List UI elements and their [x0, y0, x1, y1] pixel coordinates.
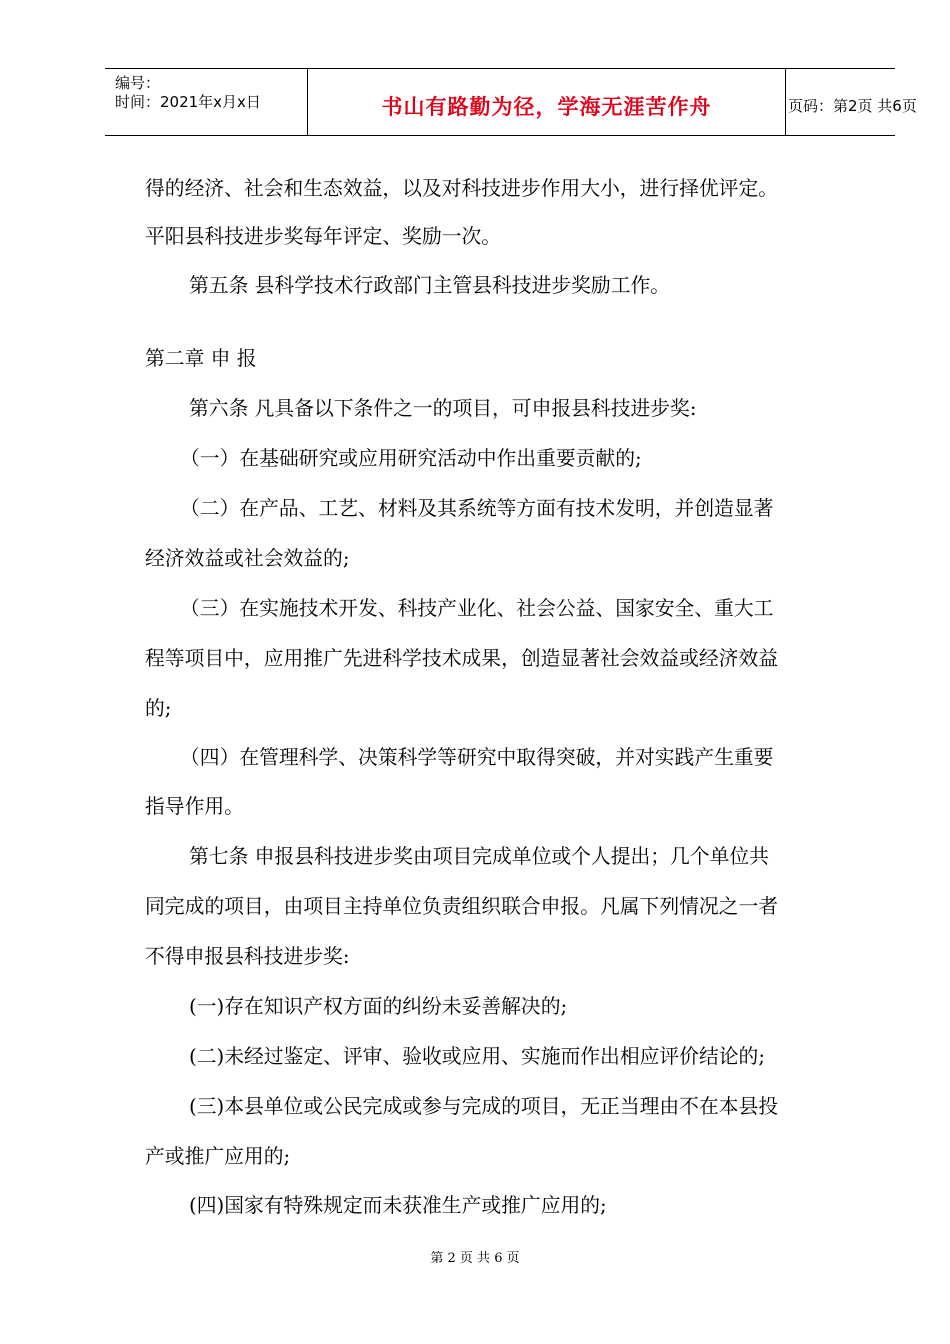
body-line: （三）在实施技术开发、科技产业化、社会公益、国家安全、重大工 — [180, 597, 774, 620]
body-line: 得的经济、社会和生态效益，以及对科技进步作用大小，进行择优评定。 — [145, 177, 779, 200]
chapter-2-heading: 第二章 申 报 — [145, 347, 257, 370]
body-line: (四)国家有特殊规定而未获准生产或推广应用的; — [189, 1194, 607, 1217]
body-line: 同完成的项目，由项目主持单位负责组织联合申报。凡属下列情况之一者 — [145, 895, 779, 918]
body-line: 产或推广应用的; — [145, 1145, 291, 1168]
body-line: （二）在产品、工艺、材料及其系统等方面有技术发明，并创造显著 — [180, 497, 774, 520]
body-line: 不得申报县科技进步奖: — [145, 945, 350, 968]
body-line: 经济效益或社会效益的; — [145, 547, 350, 570]
document-number-label: 编号： — [115, 74, 161, 92]
header-motto-cell — [308, 69, 786, 135]
body-line: (三)本县单位或公民完成或参与完成的项目，无正当理由不在本县投 — [189, 1095, 779, 1118]
body-line: （一）在基础研究或应用研究活动中作出重要贡献的; — [180, 447, 642, 470]
body-line: (二)未经过鉴定、评审、验收或应用、实施而作出相应评价结论的; — [189, 1045, 765, 1068]
article-5: 第五条 县科学技术行政部门主管县科技进步奖励工作。 — [189, 274, 671, 297]
body-line: 程等项目中，应用推广先进科学技术成果，创造显著社会效益或经济效益 — [145, 647, 779, 670]
page-header — [105, 68, 917, 136]
body-line: (一)存在知识产权方面的纠纷未妥善解决的; — [189, 995, 568, 1018]
header-page-info: 页码：第2页 共6页 — [788, 97, 917, 115]
body-line: 指导作用。 — [145, 795, 244, 818]
body-line: 的; — [145, 697, 172, 720]
header-motto: 书山有路勤为径，学海无涯苦作舟 — [381, 95, 712, 119]
article-6: 第六条 凡具备以下条件之一的项目，可申报县科技进步奖: — [189, 397, 697, 420]
body-line: （四）在管理科学、决策科学等研究中取得突破，并对实践产生重要 — [180, 746, 774, 769]
article-7: 第七条 申报县科技进步奖由项目完成单位或个人提出；几个单位共 — [189, 845, 769, 868]
document-time-label: 时间：2021年x月x日 — [115, 93, 261, 111]
body-line: 平阳县科技进步奖每年评定、奖励一次。 — [145, 225, 502, 248]
header-page-cell — [786, 69, 917, 135]
header-meta-cell — [105, 69, 308, 135]
page-footer: 第 2 页 共 6 页 — [430, 1251, 520, 1266]
